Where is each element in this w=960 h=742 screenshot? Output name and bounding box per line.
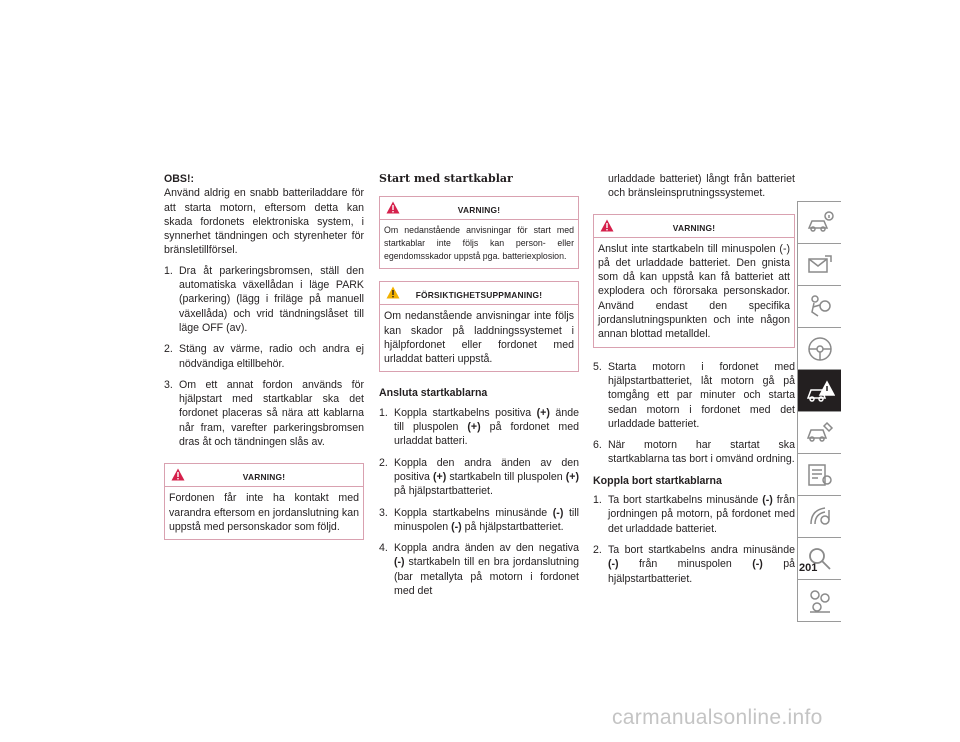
warning-title: VARNING! — [672, 222, 716, 233]
column-2 — [379, 172, 579, 605]
envelope-icon — [805, 250, 835, 280]
tab-emergency[interactable] — [797, 370, 841, 412]
note-label: OBS!: — [164, 173, 195, 185]
list-item: 3. Koppla startkabelns minusände (-) till minuspolen (-) på hjälpstartbatteriet. — [379, 506, 579, 533]
list-item: 3. Om ett annat fordon används för hjälpstart med startkablar ska det fordonet placeras så nära att kablarna når fram, varefter parkeringsbromsen dras åt och tändningen slås av. — [164, 378, 364, 449]
caution-title: FÖRSIKTIGHETSUPPMANING! — [415, 290, 543, 301]
warning-text: Om nedanstående anvisningar för start med startkablar inte följs kan person- eller egendomsskador uppstå pga. batteriexplosion. — [384, 225, 574, 262]
start-steps — [593, 360, 795, 467]
chapter-tabs — [797, 201, 841, 622]
list-item: 2. Stäng av värme, radio och andra ej nödvändiga eltillbehör. — [164, 343, 364, 370]
note-text: Använd aldrig en snabb batteriladdare för att starta motorn, eftersom detta kan skada fordonets elektroniska system, i synnerhet tändningen och styrenheter för bränsletillförsel. — [164, 187, 364, 257]
warning-title: VARNING! — [457, 205, 501, 216]
specifications-icon — [805, 460, 835, 490]
car-service-icon — [805, 418, 835, 448]
tab-multimedia[interactable] — [797, 496, 841, 538]
breakdown-warning-icon — [805, 376, 835, 406]
tab-car-info[interactable] — [797, 201, 841, 244]
caution-box — [379, 281, 579, 372]
warning-box — [164, 463, 364, 540]
list-item: 5. Starta motorn i fordonet med hjälpstartbatteriet, låt motorn gå på tomgång ett par minuter och starta sedan motorn i fordonet med det urladdade batteriet. — [593, 360, 795, 430]
car-info-icon — [805, 208, 835, 238]
subheading-disconnect: Koppla bort startkablarna — [593, 474, 722, 487]
warning-text: Fordonen får inte ha kontakt med varandra eftersom en jordanslutning kan uppstå med personskador som följd. — [169, 492, 359, 533]
tab-messages[interactable] — [797, 244, 841, 286]
list-item: 1. Ta bort startkabelns minusände (-) från jordningen på motorn, på fordonet med det urladdade batteriet. — [593, 494, 795, 535]
watermark: carmanualsonline.info — [612, 706, 823, 729]
tab-service[interactable] — [797, 412, 841, 454]
caution-text: Om nedanstående anvisningar inte följs kan skador på laddningssystemet i hjälpfordonet eller fordonet med urladdat batteri uppstå. — [384, 310, 574, 366]
tab-index[interactable] — [797, 580, 841, 622]
section-heading: Start med startkablar — [379, 172, 513, 185]
list-item: 6. När motorn har startat ska startkablarna tas bort i omvänd ordning. — [593, 439, 795, 466]
warning-title: VARNING! — [242, 472, 286, 483]
tab-specifications[interactable] — [797, 454, 841, 496]
list-item: 4. Koppla andra änden av den negativa (-) startkabeln till en bra jordanslutning (bar metallyta på motorn i fordonet med det — [379, 542, 579, 598]
warning-box — [593, 214, 795, 348]
page-number: 201 — [799, 562, 818, 574]
continued-text: urladdade batteriet) långt från batteriet och bränsleinsprutningssystemet. — [608, 173, 795, 200]
multimedia-icon — [805, 502, 835, 532]
subheading-connect: Ansluta startkablarna — [379, 387, 488, 400]
column-3 — [593, 172, 795, 593]
list-item: 2. Koppla den andra änden av den positiva (+) startkabeln till pluspolen (+) på hjälpstartbatteriet. — [379, 456, 579, 498]
warning-box — [379, 196, 579, 269]
tab-safety[interactable] — [797, 286, 841, 328]
column-1 — [164, 172, 364, 552]
airbag-icon — [805, 292, 835, 322]
warning-text: Anslut inte startkabeln till minuspolen (-) på det urladdade batteriet. Den gnista som då kan uppstå kan få batteriet att explodera och förorsaka personskador. Använd endast den specifika jordanslutningspunkten och inte någon annan blottad metalldel. — [598, 242, 790, 341]
tab-driving[interactable] — [797, 328, 841, 370]
preparation-steps — [164, 264, 364, 450]
index-icon — [805, 586, 835, 616]
list-item: 1. Koppla startkabelns positiva (+) ände till pluspolen (+) på fordonet med urladdat batteri. — [379, 406, 579, 448]
list-item: 2. Ta bort startkabelns andra minusände (-) från minuspolen (-) på hjälpstartbatteriet. — [593, 543, 795, 585]
disconnect-steps — [593, 493, 795, 586]
list-item: 1. Dra åt parkeringsbromsen, ställ den automatiska växellådan i läge PARK (parkering) (lägg i friläge på manuell växellåda) och vrid tändningslåset till läge OFF (av). — [164, 264, 364, 334]
connect-steps — [379, 406, 579, 599]
steering-wheel-icon — [805, 334, 835, 364]
